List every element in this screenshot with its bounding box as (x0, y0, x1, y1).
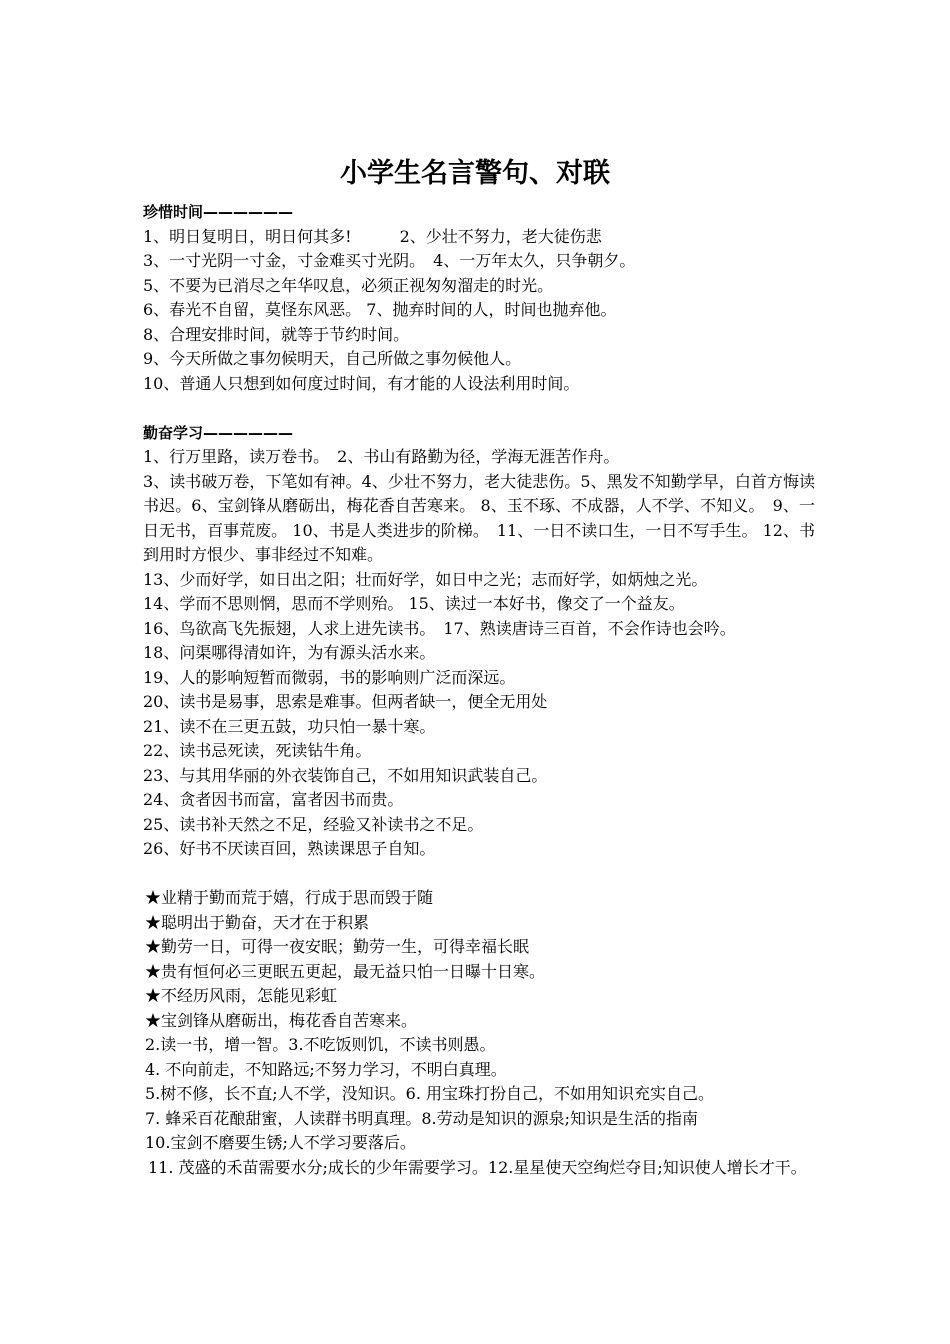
quote-line: 24、贪者因书而富，富者因书而贵。 (143, 790, 404, 809)
quote-line: 10.宝剑不磨要生锈;人不学习要落后。 (145, 1133, 416, 1152)
star-quote-line: ★聪明出于勤奋，天才在于积累 (145, 912, 370, 932)
quote-line: 5、不要为已消尽之年华叹息，必须正视匆匆溜走的时光。 (143, 275, 554, 295)
quote-line: 1、明日复明日，明日何其多! 2、少壮不努力，老大徒伤悲 (143, 226, 602, 246)
document-body (132, 200, 815, 1180)
section-heading-time: 珍惜时间—————— (143, 203, 294, 221)
quote-line: 26、好书不厌读百回，熟读课思子自知。 (143, 839, 436, 858)
spacer (143, 396, 815, 421)
quote-line: 6、春光不自留，莫怪东风恶。 7、抛弃时间的人，时间也抛弃他。 (143, 300, 617, 319)
quote-line: 25、读书补天然之不足，经验又补读书之不足。 (143, 814, 484, 834)
quote-line: 22、读书忌死读，死读钻牛角。 (143, 741, 372, 760)
spacer (143, 862, 815, 887)
quote-line: 3、一寸光阴一寸金，寸金难买寸光阴。 4、一万年太久，只争朝夕。 (143, 251, 636, 270)
quote-line: 13、少而好学，如日出之阳；壮而好学，如日中之光；志而好学，如炳烛之光。 (143, 569, 708, 589)
quote-line: 20、读书是易事，思索是难事。但两者缺一，便全无用处 (143, 692, 548, 711)
star-quote-line: ★宝剑锋从磨砺出，梅花香自苦寒来。 (145, 1010, 418, 1030)
quote-line: 18、问渠哪得清如许，为有源头活水来。 (143, 643, 436, 662)
quote-line: 23、与其用华丽的外衣装饰自己，不如用知识武装自己。 (143, 765, 548, 785)
quote-line: 14、学而不思则惘，思而不学则殆。 15、读过一本好书，像交了一个益友。 (143, 594, 685, 613)
quote-line: 10、普通人只想到如何度过时间，有才能的人设法利用时间。 (143, 373, 580, 393)
quote-line: 16、鸟欲高飞先振翅，人求上进先读书。 17、熟读唐诗三百首，不会作诗也会吟。 (143, 618, 736, 638)
quote-line: 19、人的影响短暂而微弱，书的影响则广泛而深远。 (143, 667, 516, 687)
quote-line: 21、读不在三更五鼓，功只怕一暴十寒。 (143, 716, 436, 736)
star-quote-line: ★不经历风雨，怎能见彩虹 (145, 986, 338, 1005)
quote-line: 9、今天所做之事勿候明天，自己所做之事勿候他人。 (143, 349, 522, 368)
quote-line: 7. 蜂采百花酿甜蜜，人读群书明真理。8.劳动是知识的源泉;知识是生活的指南 (145, 1108, 699, 1128)
quote-line: 4. 不向前走，不知路远;不努力学习，不明白真理。 (145, 1059, 507, 1079)
quote-paragraph: 3、读书破万卷，下笔如有神。4、少壮不努力，老大徒悲伤。5、黑发不知勤学早，白首方悔读书迟。6、宝剑锋从磨砺出，梅花香自苦寒来。 8、玉不琢、不成器，人不学、不知义。 9、一日无书，百事荒废。 10、书是人类进步的阶梯。 11、一日不读口生，一日不写手生。 12、书到用时方恨少、事非经过不知难。 (143, 471, 815, 564)
star-quote-line: ★业精于勤而荒于嬉，行成于思而毁于随 (145, 888, 434, 907)
page-title: 小学生名言警句、对联 (340, 158, 610, 189)
star-quote-line: ★勤劳一日，可得一夜安眠；勤劳一生，可得幸福长眠 (145, 937, 530, 956)
section-heading-study: 勤奋学习—————— (143, 423, 294, 442)
quote-line: 1、行万里路，读万卷书。 2、书山有路勤为径，学海无涯苦作舟。 (143, 447, 620, 466)
quote-line: 5.树不修，长不直;人不学，没知识。6. 用宝珠打扮自己，不如用知识充实自己。 (145, 1084, 715, 1103)
star-quote-line: ★贵有恒何必三更眠五更起，最无益只怕一日曝十日寒。 (145, 961, 546, 981)
quote-paragraph: 11. 茂盛的禾苗需要水分;成长的少年需要学习。12.星星使天空绚烂夺目;知识使人增长才干。 (132, 1157, 807, 1177)
quote-line: 2.读一书，增一智。3.不吃饭则饥，不读书则愚。 (145, 1035, 496, 1054)
quote-line: 8、合理安排时间，就等于节约时间。 (143, 324, 410, 344)
